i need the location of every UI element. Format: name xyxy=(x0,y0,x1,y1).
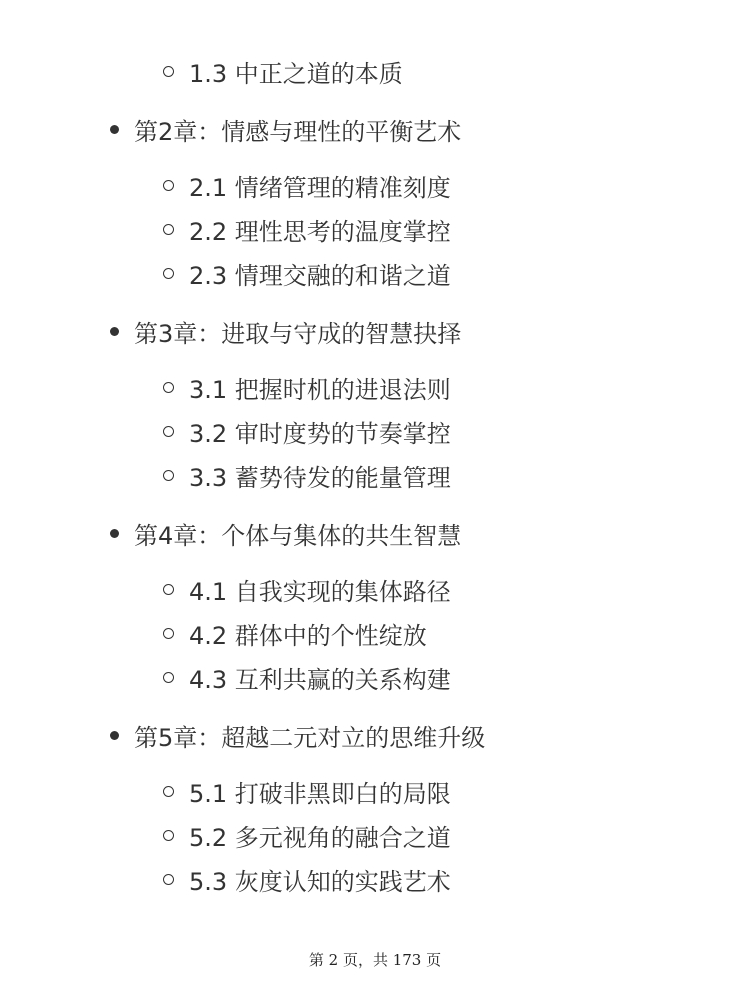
toc-section-title: 2.1 情绪管理的精准刻度 xyxy=(189,173,451,202)
toc-section-5-3 xyxy=(163,864,451,894)
circle-bullet-icon xyxy=(163,584,174,595)
circle-bullet-icon xyxy=(163,786,174,797)
toc-section-title: 5.2 多元视角的融合之道 xyxy=(189,823,451,852)
toc-section-title: 2.2 理性思考的温度掌控 xyxy=(189,217,451,246)
toc-section-3-1 xyxy=(163,372,451,402)
toc-section-title: 4.1 自我实现的集体路径 xyxy=(189,577,451,606)
toc-chapter-4 xyxy=(110,518,461,548)
toc-section-4-2 xyxy=(163,618,427,648)
toc-chapter-5 xyxy=(110,720,485,750)
toc-section-title: 3.2 审时度势的节奏掌控 xyxy=(189,419,451,448)
circle-bullet-icon xyxy=(163,224,174,235)
circle-bullet-icon xyxy=(163,628,174,639)
toc-chapter-2 xyxy=(110,114,461,144)
toc-chapter-title: 第4章：个体与集体的共生智慧 xyxy=(134,521,462,550)
toc-chapter-title: 第2章：情感与理性的平衡艺术 xyxy=(134,117,462,146)
toc-chapter-3 xyxy=(110,316,461,346)
toc-section-1-3 xyxy=(163,56,403,86)
circle-bullet-icon xyxy=(163,830,174,841)
disc-bullet-icon xyxy=(110,731,119,740)
toc-section-title: 5.1 打破非黑即白的局限 xyxy=(189,779,451,808)
toc-section-title: 5.3 灰度认知的实践艺术 xyxy=(189,867,451,896)
toc-section-title: 4.2 群体中的个性绽放 xyxy=(189,621,427,650)
toc-section-4-3 xyxy=(163,662,451,692)
toc-section-3-2 xyxy=(163,416,451,446)
toc-section-3-3 xyxy=(163,460,451,490)
circle-bullet-icon xyxy=(163,382,174,393)
toc-section-title: 3.1 把握时机的进退法则 xyxy=(189,375,451,404)
disc-bullet-icon xyxy=(110,125,119,134)
disc-bullet-icon xyxy=(110,327,119,336)
circle-bullet-icon xyxy=(163,180,174,191)
toc-section-title: 2.3 情理交融的和谐之道 xyxy=(189,261,451,290)
toc-section-5-1 xyxy=(163,776,451,806)
page-footer: 第 2 页，共 173 页 xyxy=(308,951,442,969)
circle-bullet-icon xyxy=(163,470,174,481)
toc-section-2-3 xyxy=(163,258,451,288)
toc-section-title: 1.3 中正之道的本质 xyxy=(189,59,403,88)
circle-bullet-icon xyxy=(163,874,174,885)
circle-bullet-icon xyxy=(163,66,174,77)
toc-section-title: 3.3 蓄势待发的能量管理 xyxy=(189,463,451,492)
circle-bullet-icon xyxy=(163,268,174,279)
toc-section-2-1 xyxy=(163,170,451,200)
circle-bullet-icon xyxy=(163,672,174,683)
toc-chapter-title: 第3章：进取与守成的智慧抉择 xyxy=(134,319,462,348)
circle-bullet-icon xyxy=(163,426,174,437)
toc-section-4-1 xyxy=(163,574,451,604)
toc-section-title: 4.3 互利共赢的关系构建 xyxy=(189,665,451,694)
toc-section-5-2 xyxy=(163,820,451,850)
disc-bullet-icon xyxy=(110,529,119,538)
toc-section-2-2 xyxy=(163,214,451,244)
toc-chapter-title: 第5章：超越二元对立的思维升级 xyxy=(134,723,486,752)
